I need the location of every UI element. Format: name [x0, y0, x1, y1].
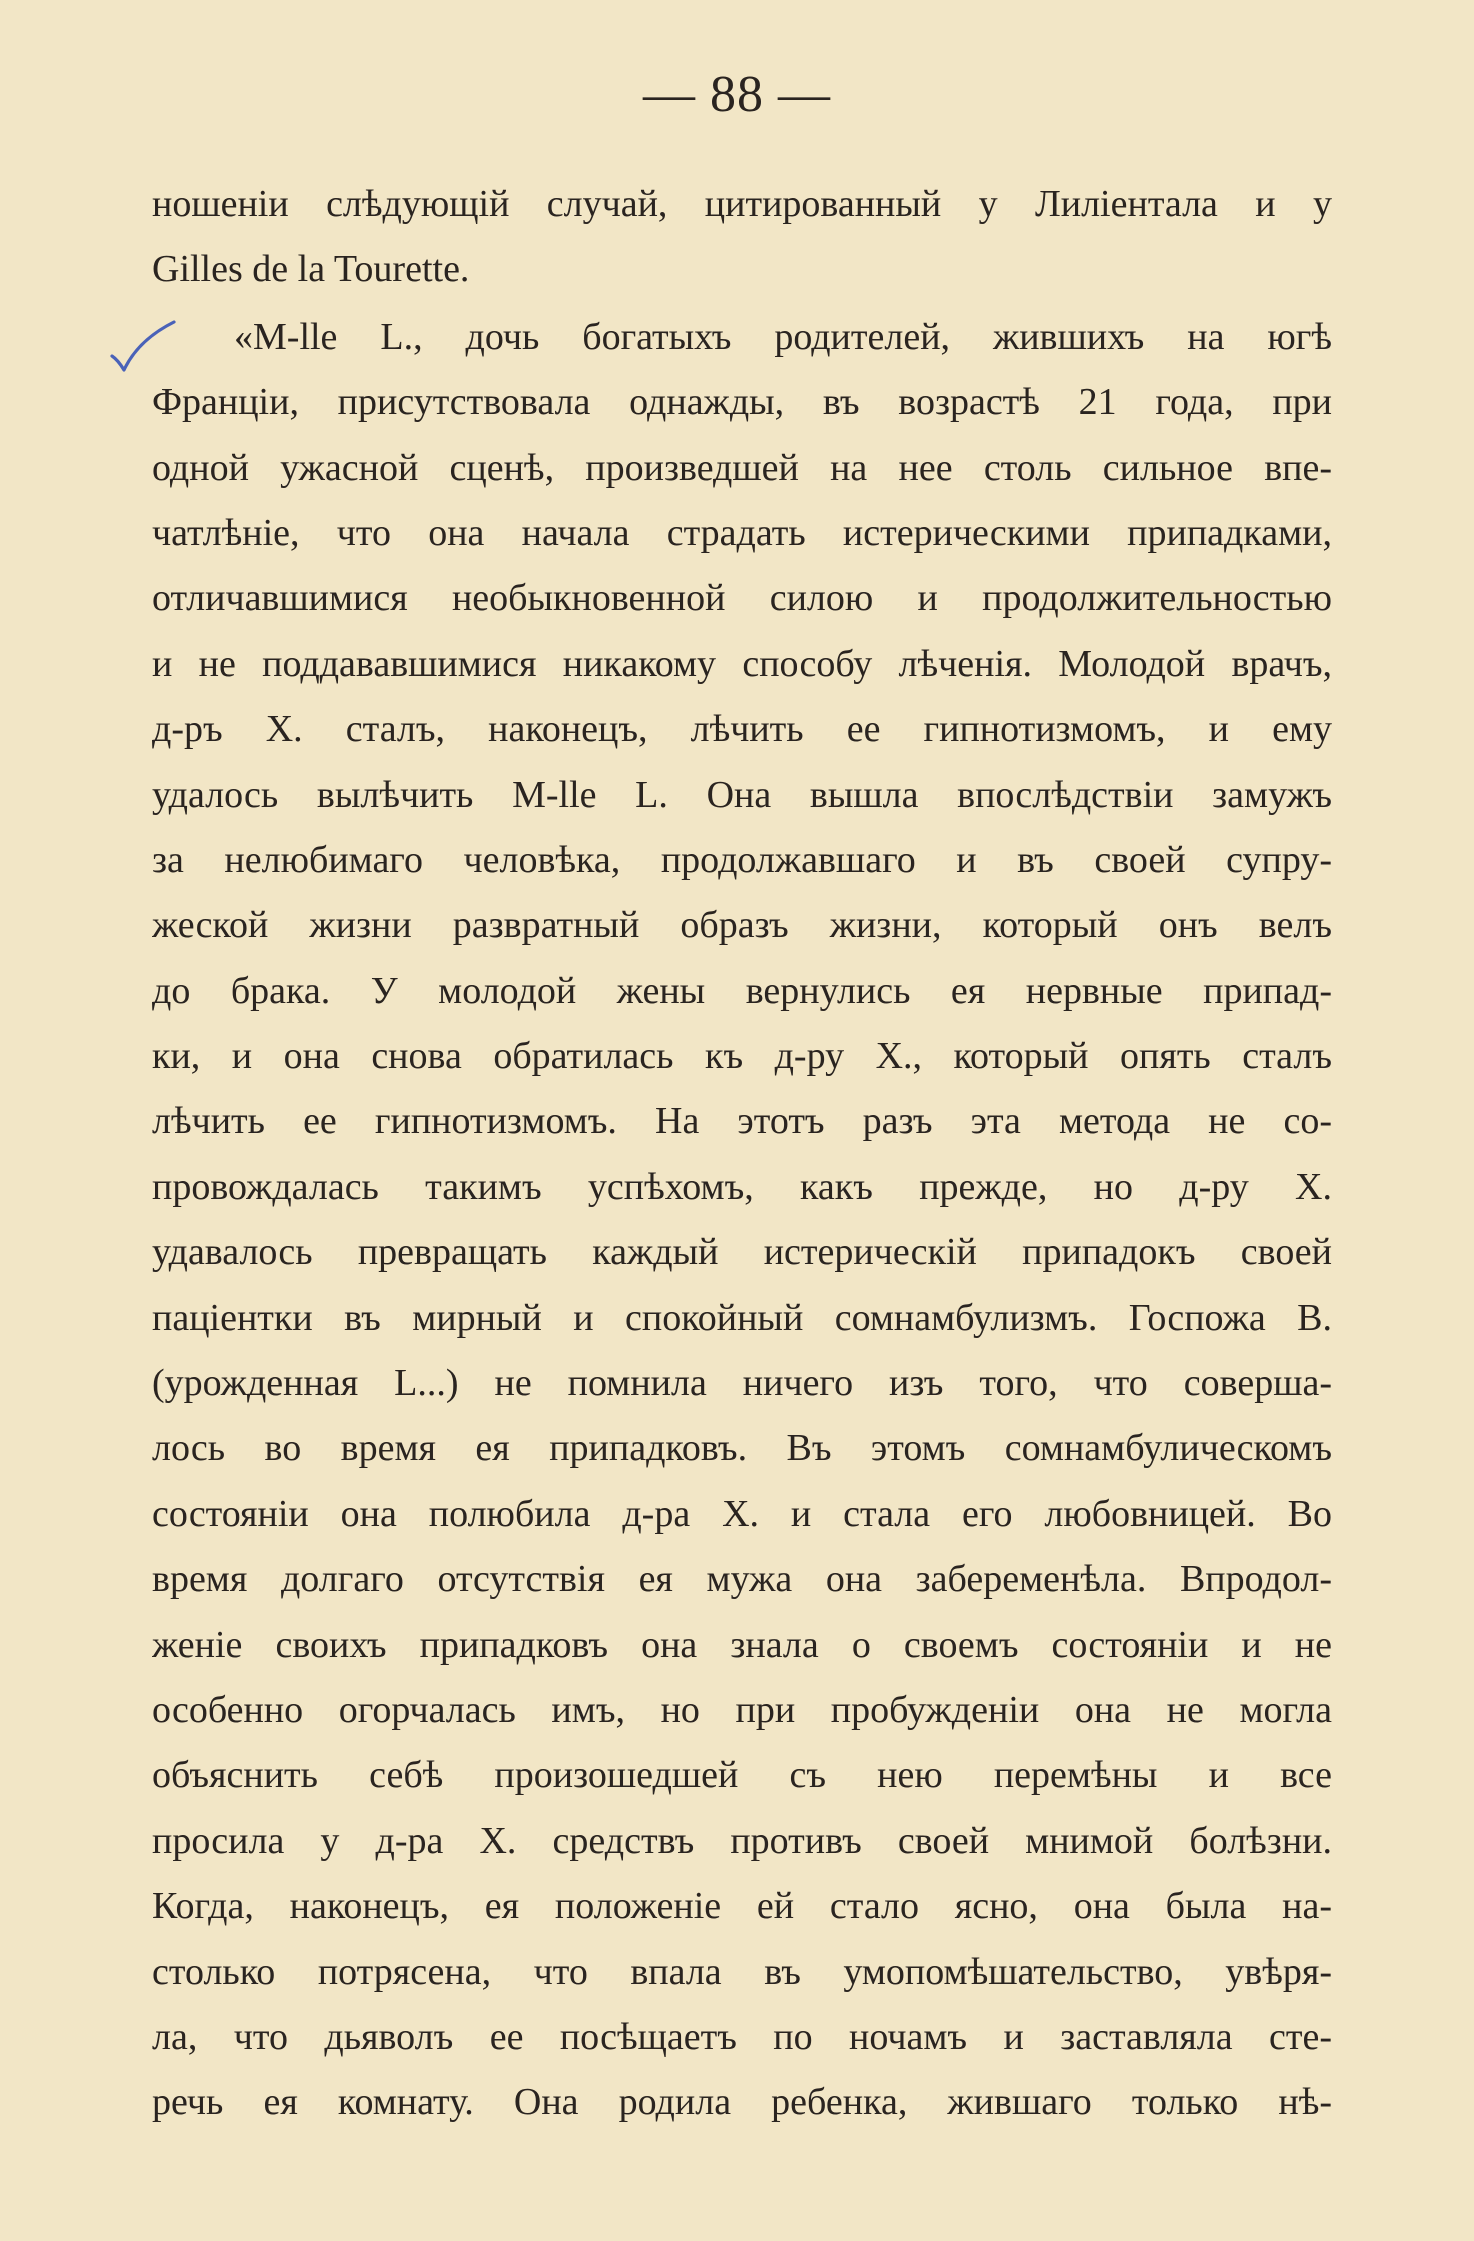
text-line: чатлѣніе, что она начала страдать истерическими припадками, — [152, 511, 1332, 554]
text-line: Когда, наконецъ, ея положеніе ей стало ясно, она была на- — [152, 1885, 1332, 1928]
text-line: Gilles de la Tourette. — [152, 248, 470, 291]
page-number: — 88 — — [643, 66, 831, 123]
text-line: жеской жизни развратный образъ жизни, который онъ велъ — [152, 904, 1332, 947]
text-line: особенно огорчалась имъ, но при пробужденіи она не могла — [152, 1688, 1332, 1731]
text-line: женіе своихъ припадковъ она знала о своемъ состояніи и не — [152, 1623, 1332, 1666]
text-line: объяснить себѣ произошедшей съ нею перемѣны и все — [152, 1754, 1332, 1797]
text-line: столько потрясена, что впала въ умопомѣшательство, увѣря- — [152, 1950, 1332, 1993]
text-line: состояніи она полюбила д-ра X. и стала его любовницей. Во — [152, 1492, 1332, 1535]
text-line: Франціи, присутствовала однажды, въ возрастѣ 21 года, при — [152, 381, 1332, 424]
text-line: паціентки въ мирный и спокойный сомнамбулизмъ. Госпожа В. — [152, 1296, 1332, 1339]
text-line: просила у д-ра X. средствъ противъ своей мнимой болѣзни. — [152, 1819, 1332, 1862]
text-line: и не поддававшимися никакому способу лѣченія. Молодой врачъ, — [152, 642, 1332, 685]
text-line: (урожденная L...) не помнила ничего изъ того, что соверша- — [152, 1362, 1332, 1405]
text-line: ношеніи слѣдующій случай, цитированный у Лиліентала и у — [152, 183, 1332, 225]
text-line: провождалась такимъ успѣхомъ, какъ прежде, но д-ру X. — [152, 1165, 1332, 1208]
text-line: удавалось превращать каждый истерическій припадокъ своей — [152, 1231, 1332, 1274]
text-line: удалось вылѣчить M-lle L. Она вышла впослѣдствіи замужъ — [152, 773, 1332, 816]
text-line: речь ея комнату. Она родила ребенка, жившаго только нѣ- — [152, 2081, 1332, 2124]
text-line: ла, что дьяволъ ее посѣщаетъ по ночамъ и заставляла сте- — [152, 2015, 1332, 2058]
text-line: д-ръ X. сталъ, наконецъ, лѣчить ее гипнотизмомъ, и ему — [152, 708, 1332, 751]
body-text — [152, 172, 1332, 2136]
text-line: лось во время ея припадковъ. Въ этомъ сомнамбулическомъ — [152, 1427, 1332, 1470]
text-line: одной ужасной сценѣ, произведшей на нее столь сильное впе- — [152, 446, 1332, 489]
text-line: отличавшимися необыкновенной силою и продолжительностью — [152, 577, 1332, 620]
text-line: «M-lle L., дочь богатыхъ родителей, жившихъ на югѣ — [234, 315, 1332, 358]
text-line: за нелюбимаго человѣка, продолжавшаго и въ своей супру- — [152, 838, 1332, 881]
text-line: лѣчить ее гипнотизмомъ. На этотъ разъ эта метода не со- — [152, 1100, 1332, 1143]
text-line: до брака. У молодой жены вернулись ея нервные припад- — [152, 969, 1332, 1012]
text-line: время долгаго отсутствія ея мужа она забеременѣла. Впродол- — [152, 1558, 1332, 1601]
text-line: ки, и она снова обратилась къ д-ру X., который опять сталъ — [152, 1035, 1332, 1078]
